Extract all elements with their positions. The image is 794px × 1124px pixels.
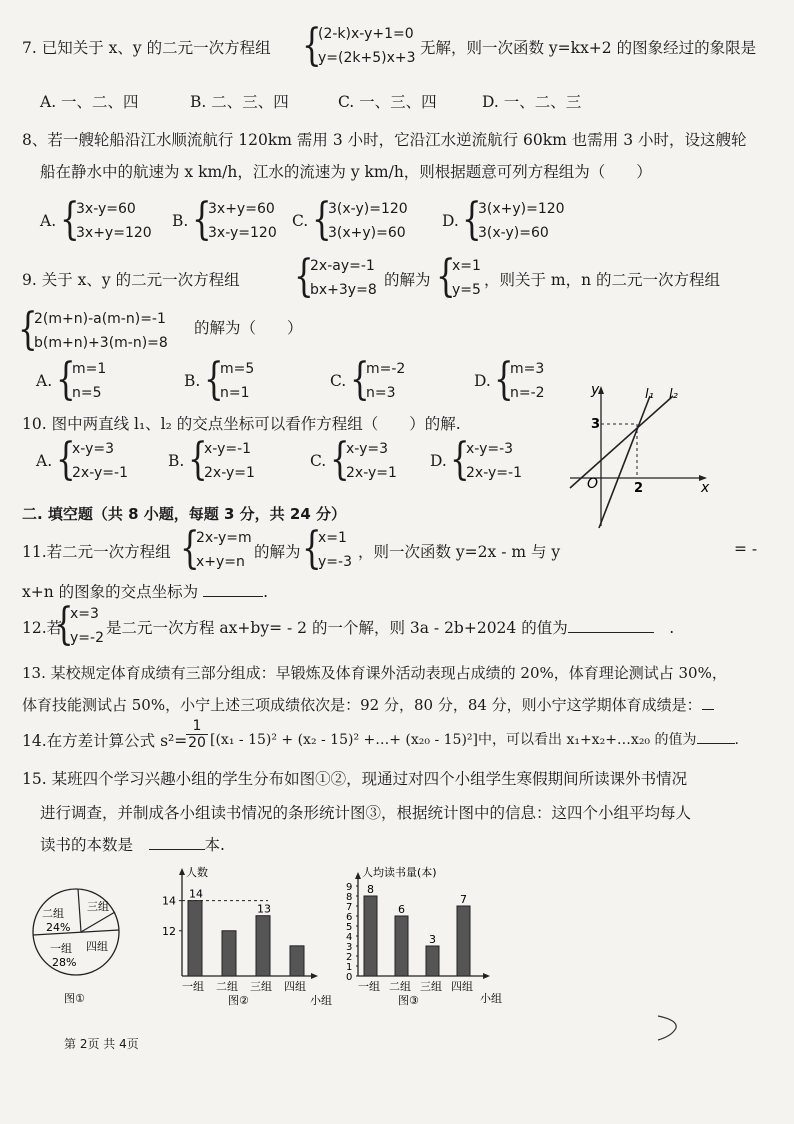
y-tick-label: 6 [346, 912, 353, 923]
q9-mid: 的解为 [384, 271, 431, 289]
y-axis-title: 人数 [186, 866, 208, 879]
q11-system: { 2x-y=m x+y=n [180, 523, 252, 574]
q9-option-b: { m=5 n=1 [204, 354, 255, 405]
y-axis-title: 人均读书量(本) [362, 866, 437, 879]
pie-chart [26, 880, 126, 1030]
q12-system: { x=3 y=-2 [54, 599, 104, 650]
pie-divider-upper [78, 889, 81, 932]
bar-value-label: 13 [257, 902, 271, 916]
category-label: 二组 [389, 980, 411, 993]
q14-fraction: 1 20 [186, 718, 208, 751]
bar-value-label: 14 [189, 887, 203, 901]
bar [290, 946, 304, 976]
category-label: 四组 [284, 980, 306, 993]
q9-option-c: { m=-2 n=3 [350, 354, 406, 405]
q12-pre: 12.若 [22, 619, 63, 637]
q11-stem: 11.若二元一次方程组 [22, 543, 171, 561]
bar [256, 916, 270, 976]
y-tick-label: 12 [162, 924, 176, 938]
q7-option-d: D. 一、二、三 [482, 93, 582, 111]
bar [188, 901, 202, 976]
y-tick-label: 9 [346, 882, 353, 893]
y-tick-label: 4 [346, 932, 353, 943]
tick-2: 2 [634, 481, 644, 496]
q9-stem: 9. 关于 x、y 的二元一次方程组 [22, 271, 240, 289]
category-label: 二组 [216, 980, 238, 993]
q7-system: { (2-k)x-y+1=0 y=(2k+5)x+3 [302, 20, 416, 71]
pie-caption: 图① [64, 992, 85, 1005]
q7-stem-end: 无解，则一次函数 y=kx+2 的图象经过的象限是 [420, 39, 757, 57]
category-label: 三组 [250, 980, 272, 993]
q8-line2: 船在静水中的航速为 x km/h，江水的流速为 y km/h，则根据题意可列方程组为（ ） [40, 163, 652, 181]
q8-option-d-label: D. [442, 212, 459, 230]
q9-option-a-label: A. [36, 372, 53, 390]
q8-option-a-label: A. [40, 212, 57, 230]
q9-solution: { x=1 y=5 [436, 251, 481, 302]
category-label: 一组 [358, 980, 380, 993]
q10-option-c-label: C. [310, 452, 327, 470]
q9-tail: 的解为（ ） [194, 319, 303, 337]
category-label: 三组 [420, 980, 442, 993]
answer-blank[interactable] [568, 618, 654, 633]
pie-slice-label: 三组 [87, 900, 109, 913]
chart-caption: 图② [228, 994, 249, 1007]
bar-value-label: 8 [367, 883, 374, 896]
q11-solution: { x=1 y=-3 [302, 523, 352, 574]
bar [222, 931, 236, 976]
line-l1 [599, 396, 650, 528]
q9-option-b-label: B. [184, 372, 201, 390]
q9-system2: { 2(m+n)-a(m-n)=-1 b(m+n)+3(m-n)=8 [18, 304, 168, 355]
q10-option-b-label: B. [168, 452, 185, 470]
pie-divider-right [81, 912, 115, 932]
answer-blank[interactable] [697, 729, 735, 744]
q8-option-a: { 3x-y=60 3x+y=120 [60, 194, 152, 245]
y-tick-label: 14 [162, 894, 176, 908]
q10-stem: 10. 图中两直线 l₁、l₂ 的交点坐标可以看作方程组（ ）的解. [22, 415, 461, 433]
q9-option-a: { m=1 n=5 [56, 354, 107, 405]
x-axis-title: 小组 [480, 992, 502, 1005]
y-tick-label: 8 [346, 892, 353, 903]
q11-mid: 的解为 [254, 543, 301, 561]
y-tick-label: 0 [346, 972, 353, 983]
q10-option-d: { x-y=-3 2x-y=-1 [450, 434, 522, 485]
y-tick-label: 7 [346, 902, 353, 913]
tick-3: 3 [591, 417, 601, 432]
y-axis-arrow [355, 872, 361, 879]
q9-option-d: { m=3 n=-2 [494, 354, 545, 405]
q10-option-b: { x-y=-1 2x-y=1 [188, 434, 255, 485]
bar [364, 896, 377, 976]
brace-icon: { [302, 20, 322, 71]
bar-value-label: 7 [460, 893, 467, 906]
bar [457, 906, 470, 976]
bar-value-label: 3 [429, 933, 436, 946]
y-tick-label: 1 [346, 962, 353, 973]
q7-option-a: A. 一、二、四 [40, 93, 139, 111]
q8-option-c-label: C. [292, 212, 309, 230]
q9-option-d-label: D. [474, 372, 491, 390]
bar-value-label: 6 [398, 903, 405, 916]
bar [426, 946, 439, 976]
answer-blank[interactable] [702, 695, 714, 710]
l2-label: l₂ [669, 387, 678, 402]
answer-blank[interactable] [203, 582, 263, 597]
y-tick-label: 5 [346, 922, 353, 933]
q9-option-c-label: C. [330, 372, 347, 390]
y-tick-label: 2 [346, 952, 353, 963]
section-heading: 二. 填空题（共 8 小题，每题 3 分，共 24 分） [22, 505, 347, 523]
q8-line1: 8、若一艘轮船沿江水顺流航行 120km 需用 3 小时，它沿江水逆流航行 60km 也需用 3 小时，设这艘轮 [22, 131, 747, 149]
q7-option-b: B. 二、三、四 [190, 93, 289, 111]
q14-pre: 14.在方差计算公式 s²= [22, 732, 188, 750]
q7-stem: 7. 已知关于 x、y 的二元一次方程组 [22, 39, 271, 57]
x-axis-arrow [483, 973, 490, 979]
q13-line1: 13. 某校规定体育成绩有三部分组成：早锻炼及体育课外活动表现占成绩的 20%，体育理论测试占 30%， [22, 664, 727, 682]
q15-line2: 进行调查，并制成各小组读书情况的条形统计图③，根据统计图中的信息：这四个小组平均每人 [40, 804, 692, 822]
y-tick-label: 3 [346, 942, 353, 953]
q10-option-a: { x-y=3 2x-y=-1 [56, 434, 128, 485]
q15-line1: 15. 某班四个学习兴趣小组的学生分布如图①②，现通过对四个小组学生寒假期间所读课外书情况 [22, 770, 688, 788]
origin-label: O [587, 476, 599, 492]
x-axis-arrow [311, 973, 318, 979]
q11-line2: x+n 的图象的交点坐标为 . [22, 583, 269, 601]
pie-slice-label: 四组 [86, 940, 108, 953]
q12-stem: 是二元一次方程 ax+by= - 2 的一个解，则 3a - 2b+2024 的值为 . [106, 619, 675, 637]
pie-slice-label: 一组 [50, 942, 72, 955]
category-label: 四组 [451, 980, 473, 993]
q8-option-c: { 3(x-y)=120 3(x+y)=60 [312, 194, 408, 245]
q15-line3: 读书的本数是 本. [40, 836, 225, 854]
q10-option-a-label: A. [36, 452, 53, 470]
y-axis-arrow [179, 868, 185, 875]
q8-option-b-label: B. [172, 212, 189, 230]
q10-option-c: { x-y=3 2x-y=1 [330, 434, 397, 485]
chart-caption: 图③ [398, 994, 419, 1007]
q7-option-c: C. 一、三、四 [338, 93, 437, 111]
q14-stem: [(x₁ - 15)² + (x₂ - 15)² +…+ (x₂₀ - 15)²]中，可以看出 x₁+x₂+…x₂₀ 的值为 . [210, 729, 739, 749]
pie-slice-value: 24% [46, 921, 71, 934]
q8-option-d: { 3(x+y)=120 3(x-y)=60 [462, 194, 565, 245]
line-l2 [570, 396, 673, 488]
bar [395, 916, 408, 976]
q11-stem-end: ，则一次函数 y=2x - m 与 y [358, 543, 561, 561]
l1-label: l₁ [645, 387, 654, 402]
bar-chart-people [154, 862, 344, 1022]
q10-option-d-label: D. [430, 452, 447, 470]
x-axis-label: x [701, 480, 710, 496]
pen-mark [650, 1008, 690, 1048]
pie-slice-label: 二组 [42, 907, 64, 920]
answer-blank[interactable] [149, 835, 205, 850]
x-axis-title: 小组 [310, 994, 332, 1007]
q8-option-b: { 3x+y=60 3x-y=120 [192, 194, 277, 245]
pie-slice-value: 28% [52, 956, 77, 969]
category-label: 一组 [182, 980, 204, 993]
page-footer: 第 2页 共 4页 [64, 1037, 139, 1051]
bar-chart-books [338, 862, 508, 1022]
q13-line2: 体育技能测试占 50%，小宁上述三项成绩依次是：92 分，80 分，84 分，则小宁这学期体育成绩是： [22, 694, 714, 715]
q9-stem-end: ，则关于 m，n 的二元一次方程组 [484, 271, 721, 289]
q11-eq: = - [734, 540, 758, 558]
q10-graph [565, 378, 715, 530]
q9-system1: { 2x-ay=-1 bx+3y=8 [294, 251, 377, 302]
y-axis-label: y [591, 382, 600, 398]
